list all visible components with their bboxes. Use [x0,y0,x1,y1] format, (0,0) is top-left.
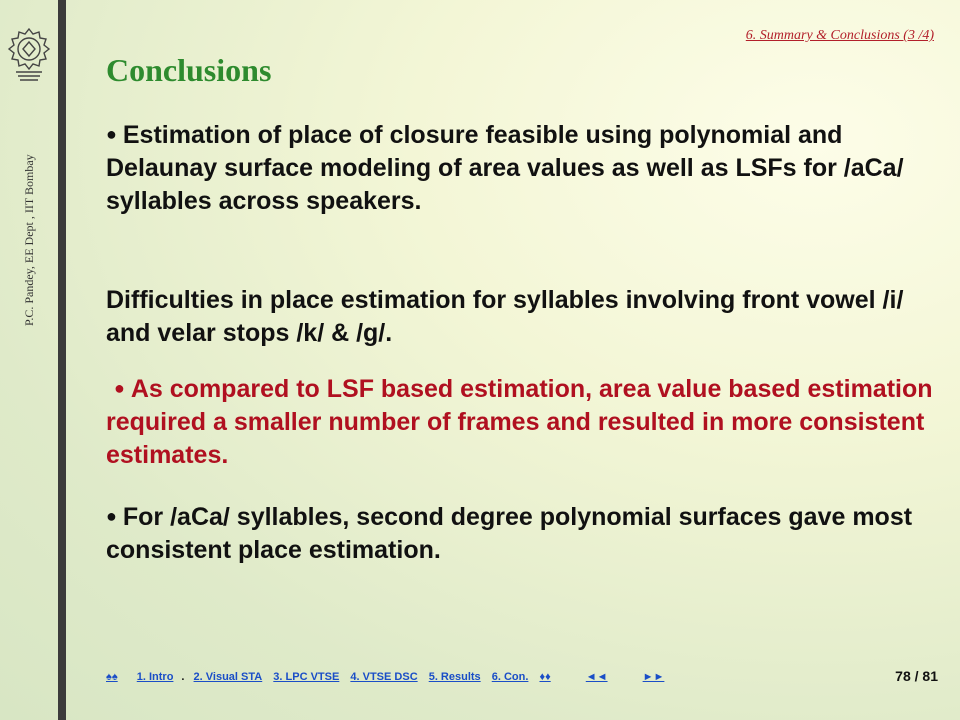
conclusion-text-3: As compared to LSF based estimation, area value based estimation required a smaller number of frames and resulted in more consistent estimates. [106,375,933,469]
nav-last-button[interactable]: ♦♦ [539,671,551,683]
nav-separator: . [181,671,185,683]
page-number: 78 / 81 [895,668,938,684]
nav-prev-button[interactable]: ◄◄ [585,671,608,683]
left-divider-bar [58,0,66,720]
nav-link-results[interactable]: 5. Results [428,671,481,683]
author-credit: P.C. Pandey, EE Dept , IIT Bombay [22,154,36,326]
nav-link-lpc-vtse[interactable]: 3. LPC VTSE [273,671,340,683]
conclusion-text-1: Estimation of place of closure feasible using polynomial and Delaunay surface modeling of area values as well as LSFs for /aCa/ syllables across speakers. [106,121,904,215]
bullet-icon: ● [106,124,117,144]
left-sidebar [0,0,68,720]
nav-link-intro[interactable]: 1. Intro [136,671,174,683]
nav-link-visual-sta[interactable]: 2. Visual STA [193,671,263,683]
navigation-bar [106,671,696,689]
bullet-icon: ● [114,378,125,398]
nav-link-conclusions[interactable]: 6. Con. [491,671,529,683]
conclusion-text-4: For /aCa/ syllables, second degree polynomial surfaces gave most consistent place estimation. [106,503,913,564]
bullet-icon: ● [106,506,117,526]
conclusion-item-2 [106,284,936,350]
section-tag[interactable]: 6. Summary & Conclusions (3 /4) [745,28,934,43]
slide-title: Conclusions [106,52,272,88]
nav-link-vtse-dsc[interactable]: 4. VTSE DSC [350,671,418,683]
conclusion-item-1 [106,118,936,218]
conclusion-text-2: Difficulties in place estimation for syllables involving front vowel /i/ and velar stops /k/ & /g/. [106,286,904,347]
nav-first-button[interactable]: ♠♠ [106,671,118,683]
conclusion-item-3 [106,372,936,472]
nav-next-button[interactable]: ►► [642,671,665,683]
conclusion-item-4 [106,500,936,567]
